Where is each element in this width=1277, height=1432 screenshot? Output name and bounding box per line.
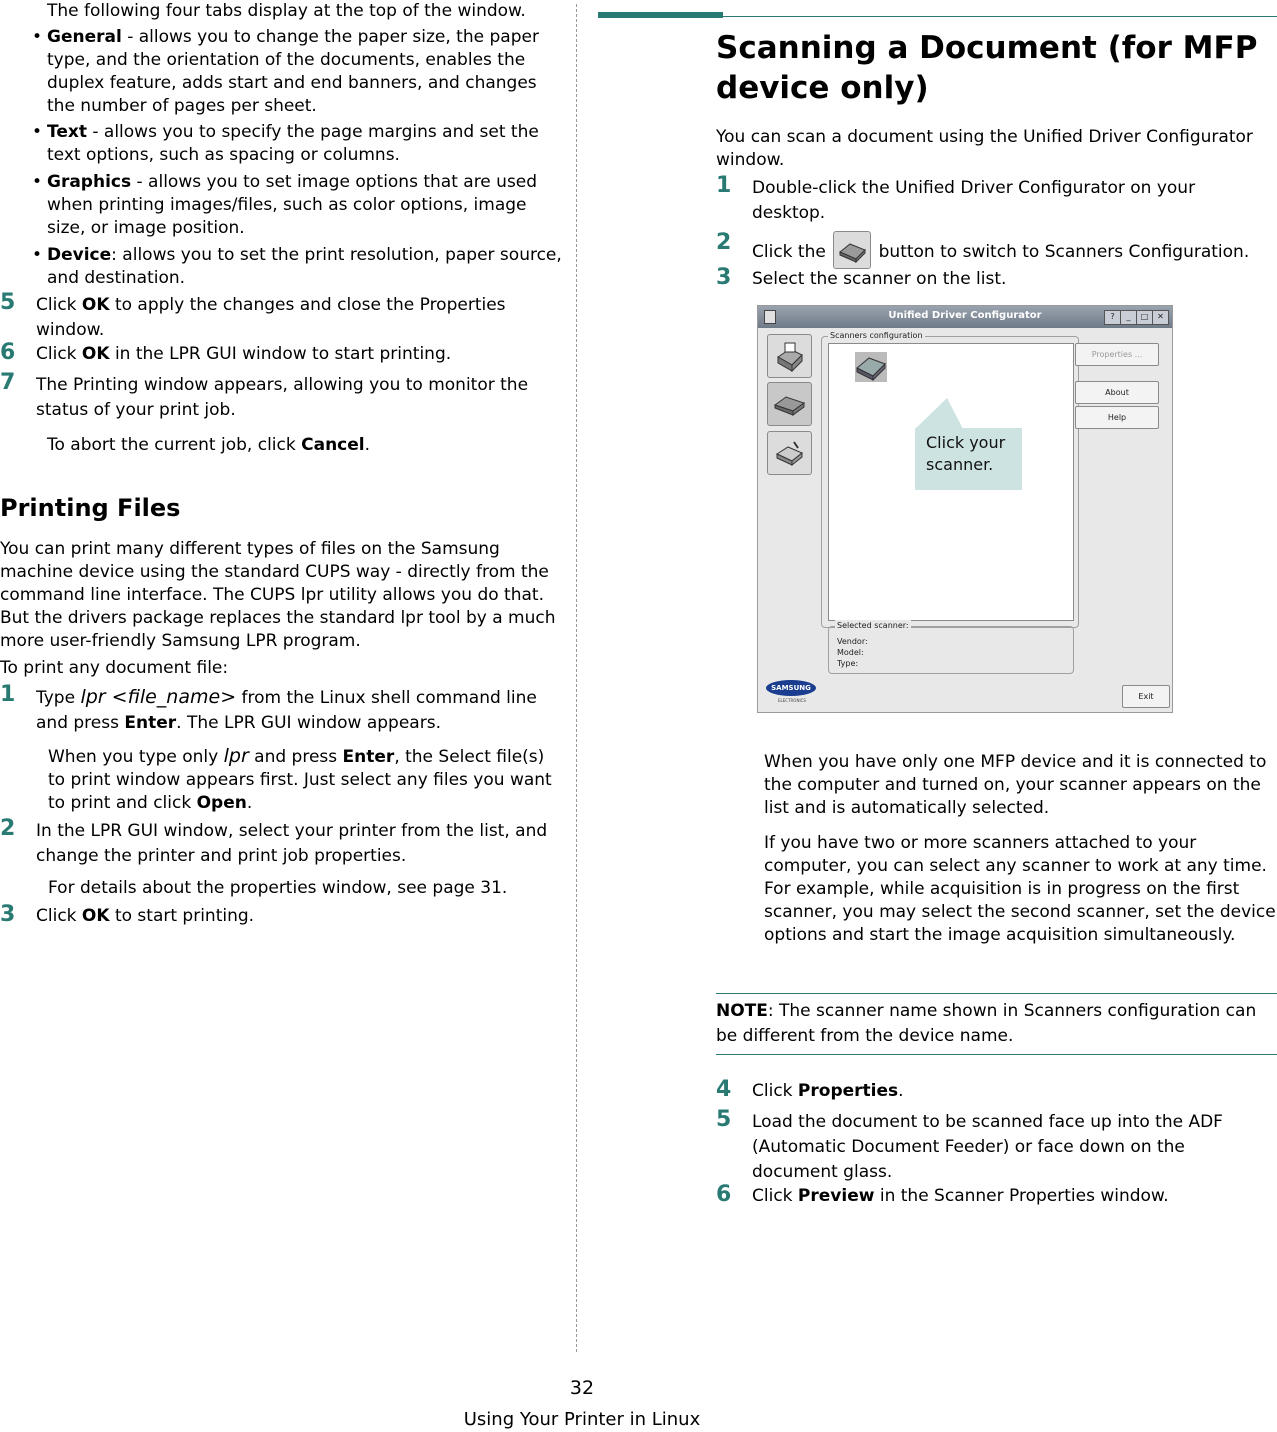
callout-pointer xyxy=(915,398,965,429)
help-title-button[interactable]: ? xyxy=(1104,310,1121,325)
printing-files-heading: Printing Files xyxy=(0,494,181,522)
close-button[interactable]: ✕ xyxy=(1152,310,1169,325)
step-number: 3 xyxy=(716,265,732,290)
step-number: 5 xyxy=(716,1107,732,1132)
step-number: 5 xyxy=(0,290,16,315)
bullet-term: Text xyxy=(47,122,87,142)
scanner-icon xyxy=(768,383,811,425)
bullet-general: • General - allows you to change the paper size, the paper type, and the orientation of the documents, enables the duplex feature, adds start and end banners, and changes the number of pages per sheet. xyxy=(32,27,539,116)
column-divider xyxy=(576,4,577,1352)
step-number: 7 xyxy=(0,370,16,395)
step-number: 1 xyxy=(716,173,732,198)
step-number: 4 xyxy=(716,1077,732,1102)
bullet-term: Graphics xyxy=(47,172,132,192)
to-print-text: To print any document file: xyxy=(0,658,229,678)
printer-icon xyxy=(768,335,811,377)
step-number: 3 xyxy=(0,902,16,927)
note-label: NOTE xyxy=(716,1001,768,1021)
model-label: Model: xyxy=(837,648,864,657)
step-number: 1 xyxy=(0,682,16,707)
bullet-term: Device xyxy=(47,245,112,265)
printing-files-paragraph: You can print many different types of files on the Samsung machine device using the standard CUPS way - directly from the command line interface. The CUPS lpr utility allows you do that. But the drivers package replaces the standard lpr tool by a much more user-friendly Samsung LPR program. xyxy=(0,539,556,651)
minimize-button[interactable]: _ xyxy=(1120,310,1137,325)
scanners-group-label: Scanners configuration xyxy=(830,331,923,340)
bullet-text: • Text - allows you to specify the page margins and set the text options, such as spacing or columns. xyxy=(32,122,539,165)
properties-button[interactable]: Properties ... xyxy=(1075,343,1159,366)
scanner-config-icon xyxy=(833,231,871,269)
section-rule xyxy=(598,12,1277,17)
scanner-list-item[interactable] xyxy=(853,350,889,384)
selected-scanner-label: Selected scanner: xyxy=(837,621,909,630)
unified-driver-configurator-window xyxy=(757,305,1173,713)
window-titlebar xyxy=(758,306,1172,328)
samsung-logo-subtitle: ELECTRONICS xyxy=(778,698,806,703)
note-block: NOTE: The scanner name shown in Scanners configuration can be different from the device name. xyxy=(716,1001,1257,1046)
samsung-logo: SAMSUNG xyxy=(766,680,816,696)
ports-config-button[interactable] xyxy=(767,431,812,475)
step-number: 2 xyxy=(716,230,732,255)
step-number: 2 xyxy=(0,816,16,841)
note-top-rule xyxy=(716,993,1277,994)
window-title: Unified Driver Configurator xyxy=(888,310,1042,321)
step-2-note: For details about the properties window, see page 31. xyxy=(48,878,508,898)
about-button[interactable]: About xyxy=(1075,381,1159,404)
type-label: Type: xyxy=(837,659,859,668)
scanning-heading: Scanning a Document (for MFP device only) xyxy=(716,30,1258,106)
scanner-device-icon xyxy=(853,350,889,384)
vendor-label: Vendor: xyxy=(837,637,868,646)
help-button[interactable]: Help xyxy=(1075,406,1159,429)
selected-scanner-group xyxy=(828,621,1074,674)
scanners-config-button[interactable] xyxy=(767,382,812,426)
one-device-note: When you have only one MFP device and it is connected to the computer and turned on, your scanner appears on the list and is automatically selected. xyxy=(764,752,1267,818)
scanning-intro: You can scan a document using the Unified Driver Configurator window. xyxy=(716,127,1253,170)
click-scanner-callout: Click your scanner. xyxy=(915,428,1022,490)
tabs-intro: The following four tabs display at the top of the window. xyxy=(47,1,526,21)
maximize-button[interactable]: □ xyxy=(1136,310,1153,325)
exit-button[interactable]: Exit xyxy=(1122,685,1170,708)
footer-title: Using Your Printer in Linux xyxy=(463,1409,701,1430)
multiple-scanners-note: If you have two or more scanners attached to your computer, you can select any scanner to work at any time. For example, while acquisition is in progress on the first scanner, you may select the second scanner, set the device options and start the image acquisition simultaneously. xyxy=(764,833,1276,945)
step-1-note: When you type only lpr and press Enter, the Select file(s) to print window appears first. Just select any files you want to print and click Open. xyxy=(48,745,552,813)
page-number: 32 xyxy=(569,1377,595,1399)
port-icon xyxy=(768,432,811,474)
step-number: 6 xyxy=(716,1182,732,1207)
abort-note: To abort the current job, click Cancel. xyxy=(47,435,371,455)
note-bottom-rule xyxy=(716,1054,1277,1055)
bullet-term: General xyxy=(47,27,122,47)
printers-config-button[interactable] xyxy=(767,334,812,378)
step-number: 6 xyxy=(0,340,16,365)
bullet-graphics: • Graphics - allows you to set image options that are used when printing images/files, such as color options, image size, or image position. xyxy=(32,172,538,238)
bullet-device: • Device: allows you to set the print resolution, paper source, and destination. xyxy=(32,245,562,288)
